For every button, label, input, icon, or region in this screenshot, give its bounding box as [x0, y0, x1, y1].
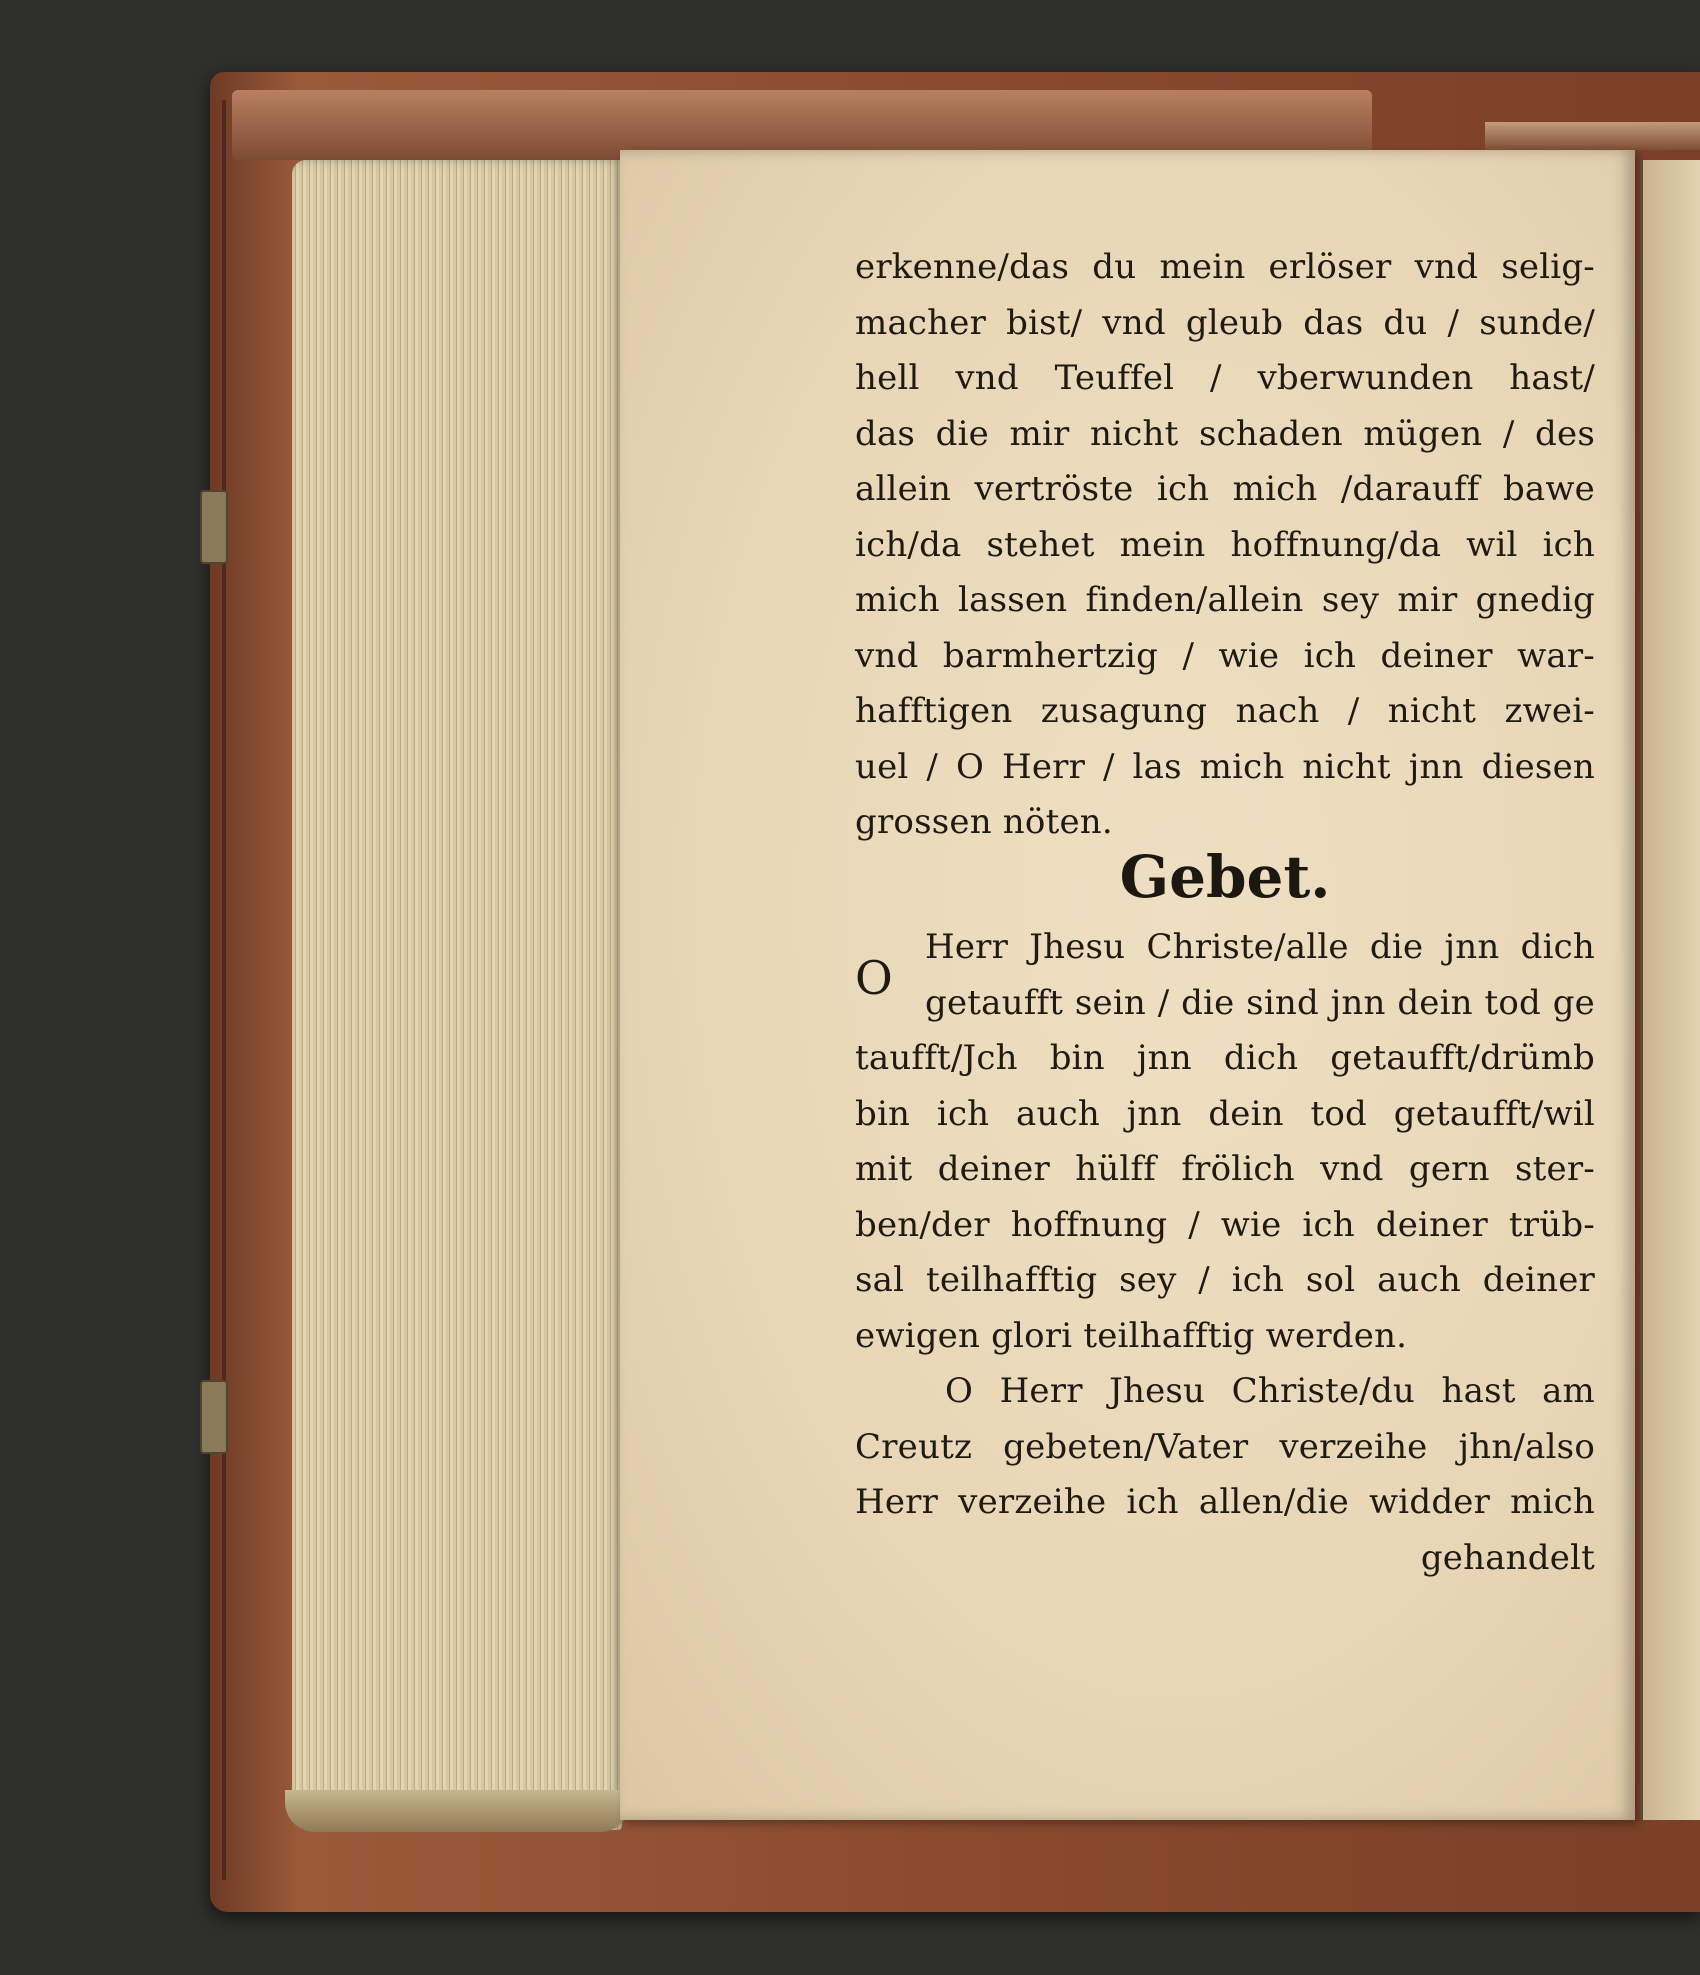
page-stack-bottom [285, 1790, 630, 1832]
paragraph-2 [855, 920, 1595, 1586]
right-cover-edge [1485, 122, 1700, 150]
drop-initial: O [855, 951, 893, 1005]
text-line: hell vnd Teuffel / vberwunden hast/ [855, 358, 1595, 398]
text-line: erkenne/das du mein erlöser vnd selig- [855, 247, 1595, 287]
section-heading: Gebet. [1119, 843, 1331, 911]
clasp-lower-icon [200, 1380, 228, 1454]
text-line: das die mir nicht schaden mügen / des [855, 413, 1595, 454]
text-line: getaufft sein / die sind jnn dein tod ge [925, 982, 1595, 1023]
text-line: Herr verzeihe ich allen/die widder mich [855, 1482, 1595, 1522]
adjacent-page-edge [1640, 160, 1700, 1820]
paragraph-1 [855, 240, 1595, 851]
text-line: bin ich auch jnn dein tod getaufft/wil [855, 1093, 1595, 1134]
text-line: Creutz gebeten/Vater verzeihe jhn/also [855, 1426, 1595, 1467]
text-line: ich/da stehet mein hoffnung/da wil ich [855, 524, 1595, 565]
page-stack-fore-edge [292, 160, 622, 1830]
text-line: ben/der hoffnung / wie ich deiner trüb- [855, 1204, 1595, 1245]
cover-edge-line [222, 100, 226, 1880]
clasp-upper-icon [200, 490, 228, 564]
text-line: allein vertröste ich mich /darauff bawe [855, 469, 1595, 509]
text-line: mich lassen finden/allein sey mir gnedig [855, 580, 1595, 620]
text-line: sal teilhafftig sey / ich sol auch deiner [855, 1260, 1595, 1300]
text-line: hafftigen zusagung nach / nicht zwei- [855, 691, 1595, 731]
text-line: vnd barmhertzig / wie ich deiner war- [855, 635, 1595, 676]
text-line: macher bist/ vnd gleub das du / sunde/ [855, 302, 1595, 343]
text-line: O Herr Jhesu Christe/du hast am [945, 1371, 1595, 1411]
text-line: uel / O Herr / las mich nicht jnn diesen [855, 746, 1595, 787]
text-line: ewigen glori teilhafftig werden. [855, 1315, 1408, 1356]
catchword: gehandelt [1420, 1537, 1595, 1578]
text-line: Herr Jhesu Christe/alle die jnn dich [925, 927, 1595, 967]
text-line: mit deiner hülff frölich vnd gern ster- [855, 1149, 1595, 1189]
text-line: grossen nöten. [855, 802, 1113, 842]
text-line: taufft/Jch bin jnn dich getaufft/drümb [855, 1038, 1595, 1078]
